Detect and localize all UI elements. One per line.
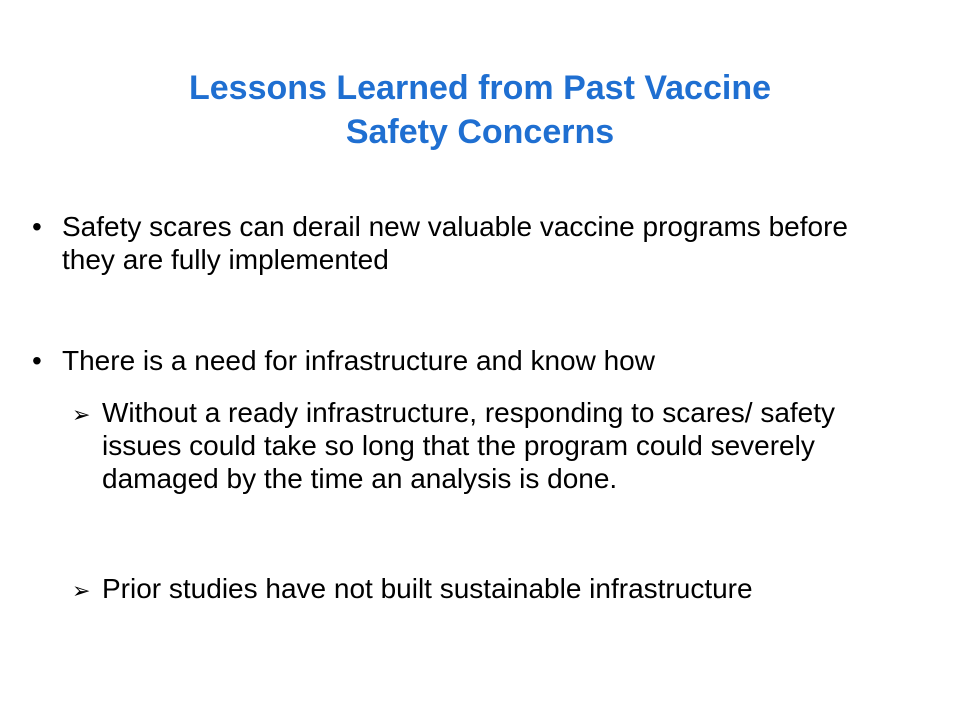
slide-title-line-2: Safety Concerns [345, 113, 615, 151]
sub-bullet-item-1 [72, 396, 912, 536]
bullet-marker: • [32, 345, 42, 376]
slide-title-line-1: Lessons Learned from Past Vaccine [188, 69, 772, 107]
bullet-text: There is a need for infrastructure and know how [62, 345, 655, 376]
sub-bullet-item-2 [72, 572, 912, 642]
bullet-item-1 [32, 210, 892, 280]
arrow-bullet-icon: ➢ [72, 578, 91, 603]
bullet-marker: • [32, 211, 42, 242]
bullet-item-2 [32, 344, 892, 380]
bullet-text: Safety scares can derail new valuable vaccine programs before they are fully implemented [62, 211, 848, 275]
sub-bullet-text: Prior studies have not built sustainable infrastructure [102, 573, 753, 604]
arrow-bullet-icon: ➢ [72, 402, 91, 427]
sub-bullet-text: Without a ready infrastructure, responding to scares/ safety issues could take so long that the program could severely damaged by the time an analysis is done. [102, 397, 836, 494]
